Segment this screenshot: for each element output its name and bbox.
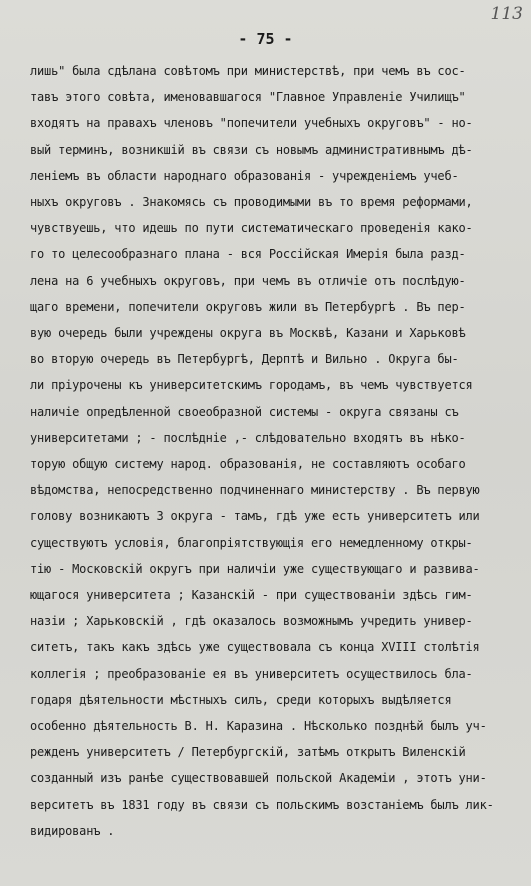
text-line: университетами ; - послѣдніе ,- слѣдовательно входятъ въ нѣко- (30, 430, 466, 445)
text-line: чувствуешь, что идешь по пути систематическаго проведенія како- (30, 221, 473, 236)
text-line: коллегія ; преобразованіе ея въ университетъ осуществилось бла- (30, 666, 473, 681)
body-text (30, 58, 494, 844)
text-line: существуютъ условія, благопріятствующія его немедленному откры- (30, 535, 473, 550)
text-line: созданный изъ ранѣе существовавшей польской Академіи , этотъ уни- (30, 771, 487, 786)
text-line: го то целесообразнаго плана - вся Россійская Имерія была разд- (30, 247, 466, 262)
text-line: ситетъ, такъ какъ здѣсь уже существовала съ конца XVIII столѣтія (30, 640, 480, 655)
text-line: ныхъ округовъ . Знакомясь съ проводимыми въ то время реформами, (30, 195, 473, 210)
text-line: торую общую систему народ. образованія, не составляютъ особаго (30, 457, 466, 472)
text-line: вѣдомства, непосредственно подчиненнаго министерству . Въ первую (30, 483, 480, 498)
text-line: лишь" была сдѣлана совѣтомъ при министерствѣ, при чемъ въ сос- (30, 64, 466, 78)
text-line: тавъ этого совѣта, именовавшагося "Главное Управленіе Училищъ" (30, 90, 466, 105)
text-line: годаря дѣятельности мѣстныхъ силъ, среди которыхъ выдѣляется (30, 692, 452, 707)
text-line: наличіе опредѣленной своеобразной системы - округа связаны съ (30, 404, 459, 419)
text-line: входятъ на правахъ членовъ "попечители учебныхъ округовъ" - но- (30, 116, 473, 131)
text-line: ющагося университета ; Казанскій - при существованіи здѣсь гим- (30, 588, 473, 603)
text-line: тію - Московскій округъ при наличіи уже существующаго и развива- (30, 561, 480, 576)
page-number: - 75 - (238, 30, 293, 48)
text-line: верситетъ въ 1831 году въ связи съ польскимъ возстаніемъ былъ лик- (30, 797, 494, 812)
text-line: видированъ . (30, 823, 115, 838)
text-line: особенно дѣятельность В. Н. Каразина . Нѣсколько позднѣй былъ уч- (30, 719, 487, 734)
text-line: ли пріурочены къ университетскимъ городамъ, въ чемъ чувствуется (30, 378, 473, 393)
text-line: вую очередь были учреждены округа въ Москвѣ, Казани и Харьковѣ (30, 326, 466, 341)
text-line: режденъ университетъ / Петербургскій, затѣмъ открытъ Виленскій (30, 745, 466, 760)
text-line: голову возникаютъ 3 округа - тамъ, гдѣ уже есть университетъ или (30, 509, 480, 524)
text-line: лена на 6 учебныхъ округовъ, при чемъ въ отличіе отъ послѣдую- (30, 273, 466, 288)
text-line: вый терминъ, возникшій въ связи съ новымъ административнымъ дѣ- (30, 142, 473, 157)
text-line: леніемъ въ области народнаго образованія - учрежденіемъ учеб- (30, 168, 459, 183)
text-line: назіи ; Харьковскій , гдѣ оказалось возможнымъ учредить универ- (30, 614, 473, 629)
archive-number: 113 (490, 4, 523, 24)
text-line: во вторую очередь въ Петербургѣ, Дерптѣ и Вильно . Округа бы- (30, 352, 459, 367)
text-line: щаго времени, попечители округовъ жили въ Петербургѣ . Въ пер- (30, 299, 466, 314)
